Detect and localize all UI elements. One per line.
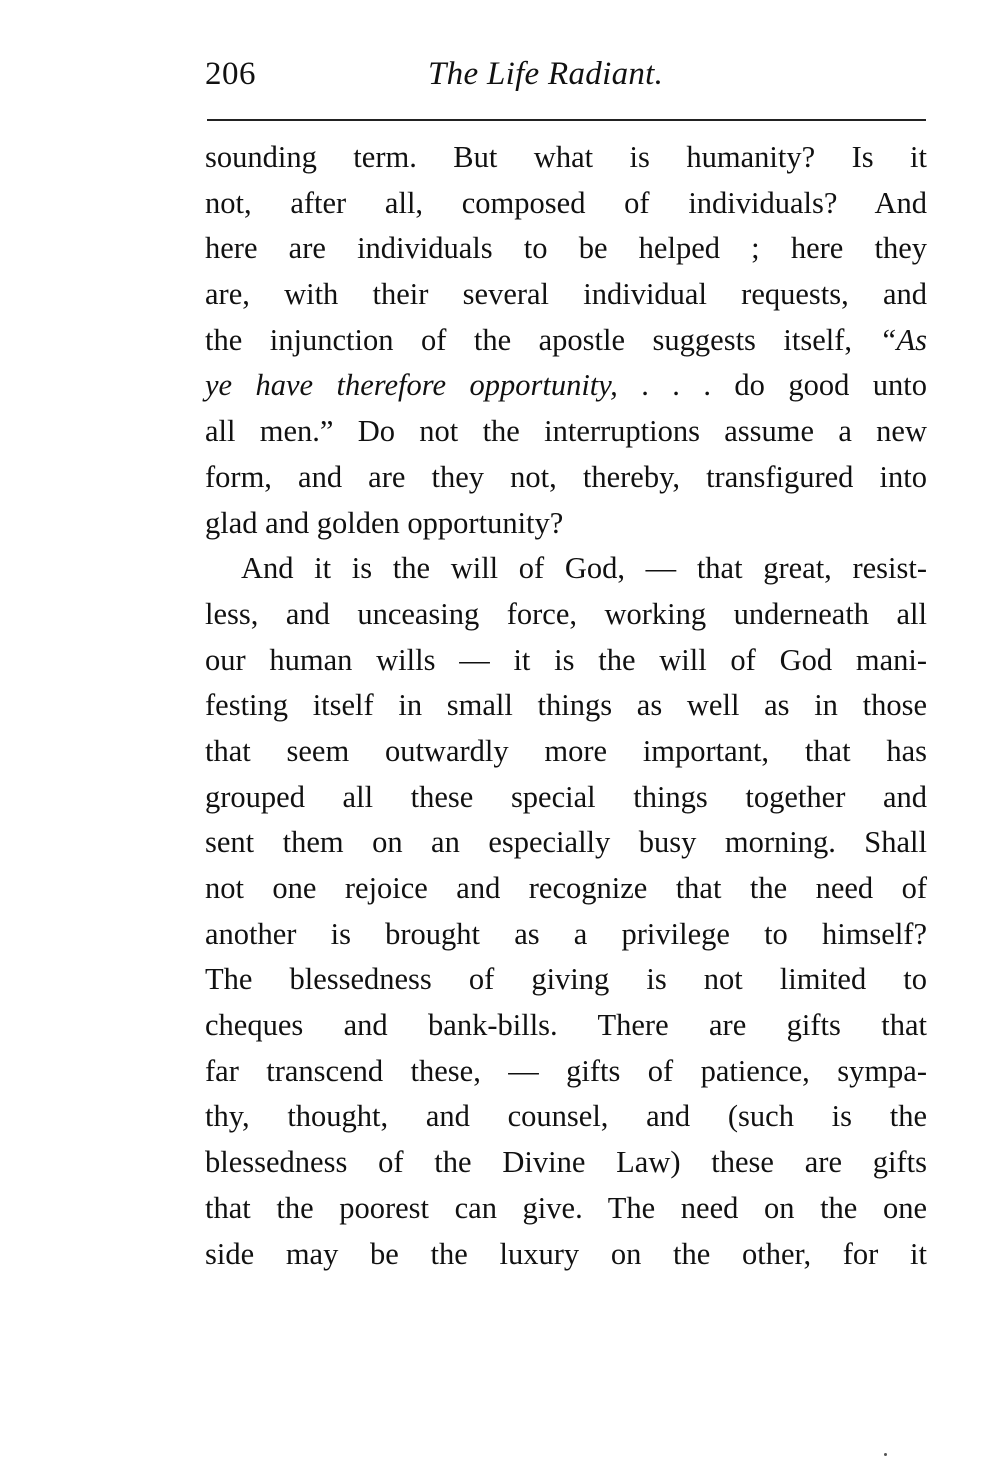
text-line-21: far transcend these, — gifts of patience, sympa-	[205, 1053, 927, 1088]
text-line-6	[205, 363, 927, 409]
text-line-5	[205, 318, 927, 364]
scan-speck	[884, 1453, 887, 1456]
text-line-16: sent them on an especially busy morning. Shall	[205, 825, 927, 860]
text-line-11: less, and unceasing force, working underneath all	[205, 596, 927, 631]
text-line-6-italic: ye have therefore opportunity,	[205, 368, 618, 403]
text-line-5-italic: “As	[879, 322, 927, 357]
text-line-23: blessedness of the Divine Law) these are gifts	[205, 1145, 927, 1180]
text-line-5-plain: the injunction of the apostle suggests itself,	[205, 322, 880, 357]
text-line-9: glad and golden opportunity?	[205, 505, 564, 540]
text-line-24: that the poorest can give. The need on the one	[205, 1190, 927, 1225]
text-line-12: our human wills — it is the will of God mani-	[205, 642, 927, 677]
running-title: The Life Radiant.	[428, 56, 664, 92]
text-line-6-plain: . . . do good unto	[617, 368, 927, 403]
text-line-8: form, and are they not, thereby, transfigured into	[205, 459, 927, 494]
text-line-2: not, after all, composed of individuals? And	[205, 185, 927, 220]
body-text	[205, 135, 927, 1277]
text-line-1: sounding term. But what is humanity? Is it	[205, 140, 927, 174]
text-line-17: not one rejoice and recognize that the need of	[205, 871, 927, 905]
header-rule	[207, 119, 926, 121]
page-header	[205, 52, 927, 102]
text-line-3: here are individuals to be helped ; here they	[205, 231, 927, 266]
text-line-19: The blessedness of giving is not limited to	[205, 962, 927, 997]
text-line-22: thy, thought, and counsel, and (such is the	[205, 1099, 927, 1134]
text-line-18: another is brought as a privilege to himself?	[205, 916, 927, 951]
text-line-4: are, with their several individual requests, and	[205, 277, 927, 312]
text-line-15: grouped all these special things together and	[205, 779, 927, 814]
page-number: 206	[205, 56, 256, 92]
text-line-25: side may be the luxury on the other, for it	[205, 1236, 927, 1271]
text-line-10: And it is the will of God, — that great, resist-	[241, 551, 927, 586]
text-line-14: that seem outwardly more important, that has	[205, 733, 927, 768]
text-line-13: festing itself in small things as well as in those	[205, 688, 927, 723]
text-line-7: all men.” Do not the interruptions assume a new	[205, 414, 927, 449]
text-line-20: cheques and bank-bills. There are gifts that	[205, 1008, 927, 1043]
